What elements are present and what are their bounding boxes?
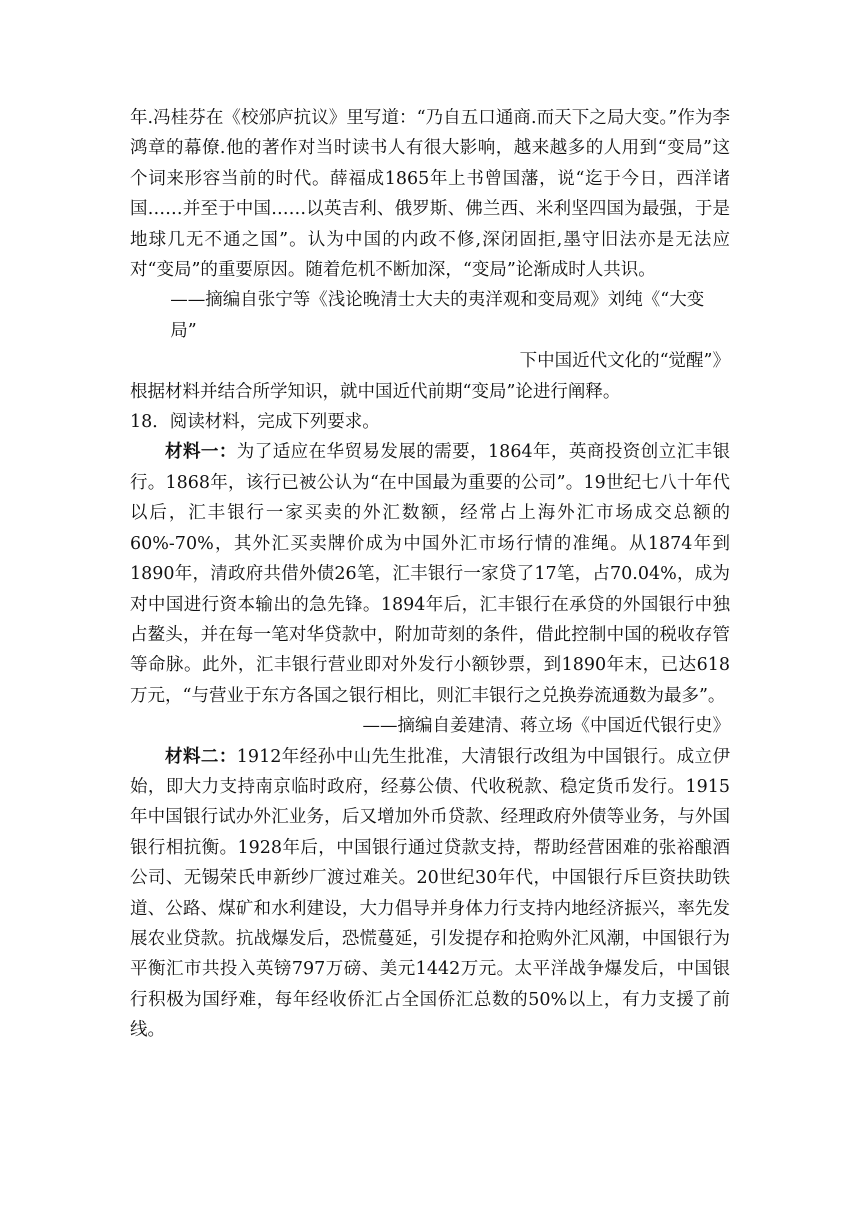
- material-1-paragraph: [130, 437, 730, 711]
- passage-17-body: 年.冯桂芬在《校邠庐抗议》里写道：“乃自五口通商.而天下之局大变。”作为李鸿章的幕僚.他的著作对当时读书人有很大影响，越来越多的人用到“变局”这个词来形容当前的时代。薛福成1865年上书曾国藩，说“迄于今日，西洋诸国……并至于中国……以英吉利、俄罗斯、佛兰西、米利坚四国为最强，于是地球几无不通之国”。认为中国的内政不修,深闭固拒,墨守旧法亦是无法应对“变局”的重要原因。随着危机不断加深，“变局”论渐成时人共识。: [130, 108, 730, 281]
- document-page: [130, 103, 730, 1046]
- material-2-paragraph: [130, 742, 730, 1046]
- passage-17-source-line1: ——摘编自张宁等《浅论晚清士大夫的夷洋观和变局观》刘纯《“大变局”: [170, 290, 705, 341]
- material-1-source: ——摘编自姜建清、蒋立场《中国近代银行史》: [362, 716, 730, 737]
- material-1-label: 材料一：: [165, 442, 237, 463]
- material-1-text: 为了适应在华贸易发展的需要，1864年，英商投资创立汇丰银行。1868年，该行已被公认为“在中国最为重要的公司”。19世纪七八十年代以后，汇丰银行一家买卖的外汇数额，经常占上海外汇市场成交总额的60%-70%，其外汇买卖牌价成为中国外汇市场行情的准绳。从1874年到1890年，清政府共借外债26笔，汇丰银行一家贷了17笔，占70.04%，成为对中国进行资本输出的急先锋。1894年后，汇丰银行在承贷的外国银行中独占鳌头，并在每一笔对华贷款中，附加苛刻的条件，借此控制中国的税收存管等命脉。此外，汇丰银行营业即对外发行小额钞票，到1890年末，已达618万元，“与营业于东方各国之银行相比，则汇丰银行之兑换券流通数为最多”。: [130, 442, 730, 706]
- passage-17-source-line2: 下中国近代文化的“觉醒”》: [519, 351, 730, 372]
- passage-17-question: 根据材料并结合所学知识，就中国近代前期“变局”论进行阐释。: [130, 381, 621, 402]
- material-2-text: 1912年经孙中山先生批准，大清银行改组为中国银行。成立伊始，即大力支持南京临时政府，经募公债、代收税款、稳定货币发行。1915年中国银行试办外汇业务，后又增加外币贷款、经理政府外债等业务，与外国银行相抗衡。1928年后，中国银行通过贷款支持，帮助经营困难的张裕酿酒公司、无锡荣氏申新纱厂渡过难关。20世纪30年代，中国银行斥巨资扶助铁道、公路、煤矿和水利建设，大力倡导并身体力行支持内地经济振兴，率先发展农业贷款。抗战爆发后，恐慌蔓延，引发提存和抢购外汇风潮，中国银行为平衡汇市共投入英镑797万磅、美元1442万元。太平洋战争爆发后，中国银行积极为国纾难，每年经收侨汇占全国侨汇总数的50%以上，有力支援了前线。: [130, 746, 730, 1041]
- material-2-label: 材料二：: [165, 746, 237, 767]
- question-18-heading: 18．阅读材料，完成下列要求。: [130, 412, 380, 433]
